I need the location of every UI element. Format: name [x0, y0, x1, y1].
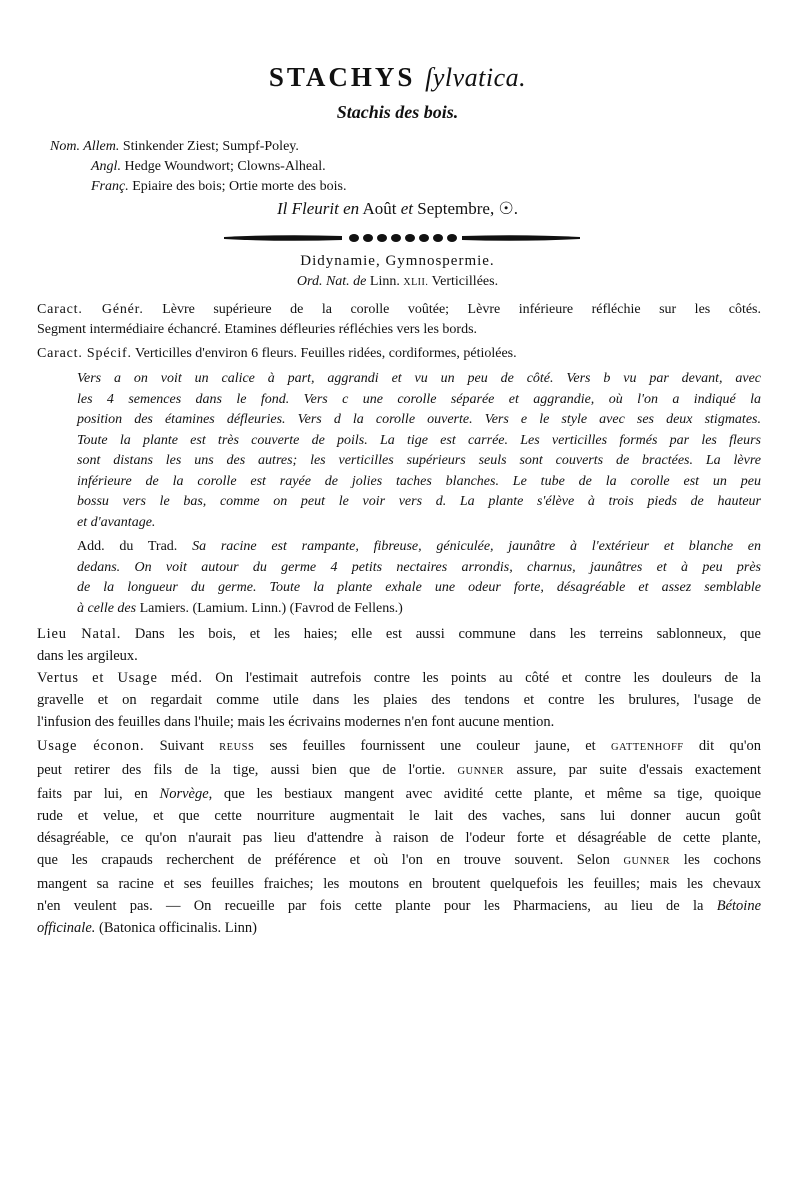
economic-uses-label: Usage éconon. [37, 738, 145, 754]
translator-addition-label: Add. du Trad. [77, 539, 178, 554]
specific-characters-text: Verticilles d'environ 6 fleurs. Feuilles ridées, cordiformes, pétiolées. [135, 346, 517, 361]
species-epithet: ſylvatica. [425, 63, 527, 92]
french-name: Epiaire des bois; Ortie morte des bois. [132, 179, 347, 194]
french-common-name: Stachis des bois. [336, 102, 459, 122]
species-title [0, 62, 795, 93]
addition-line: Sa racine est rampante, fibreuse, géniculée, jaunâtre à l'extérieur et blanche en [192, 539, 762, 554]
medical-uses [37, 667, 761, 733]
addition-citation: Lamiers. (Lamium. Linn.) (Favrod de Fellens.) [139, 600, 403, 616]
german-name-row [50, 137, 346, 157]
order-prefix: Ord. Nat. de [296, 274, 367, 289]
french-name-row [50, 177, 346, 197]
french-label: Franç. [91, 179, 129, 194]
usage-text: que les crapauds recherchent de préférence et où l'on en trouve souvent. Selon [37, 852, 610, 868]
flowering-prefix: Il Fleurit en [277, 199, 360, 218]
flowering-conj: et [400, 199, 414, 218]
usage-text: dit qu'on [698, 738, 762, 754]
usage-text: ses feuilles fournissent une couleur jaune, et [269, 738, 596, 754]
description-line: Toute la plante est très couverte de poils. La tige est carrée. Les verticilles formés par les fleurs [77, 432, 761, 448]
generic-characters-line-1: Lèvre supérieure de la corolle voûtée; Lèvre inférieure réfléchie sur les côtés. [162, 302, 762, 317]
medical-line: gravelle et on regardait comme utile dans les plaies des tendons et contre les brulures, l'usage de [37, 692, 761, 708]
specific-characters-label: Caract. Spécif. [37, 346, 132, 361]
vernacular-names [50, 137, 346, 197]
medical-line: l'infusion des feuilles dans l'huile; mais les écrivains modernes n'en font aucune mention. [37, 714, 555, 730]
order-number: XLII. [403, 277, 429, 288]
flowering-month-2: Septembre, [417, 199, 495, 218]
habitat-line: dans les argileux. [37, 648, 138, 664]
english-name-row [50, 157, 346, 177]
description-line: les 4 semences dans le fond. Vers c une corolle séparée et aggrandie, où l'on a indiqué la [77, 391, 761, 407]
usage-text: mangent sa racine et ses feuilles fraiches; les moutons en broutent quelquefois les feuilles; mais les chevaux [37, 876, 761, 892]
usage-text: les cochons [683, 852, 762, 868]
place-name: Norvège [159, 786, 209, 802]
author-name: GATTENHOFF [610, 742, 684, 753]
usage-text: faits par lui, en [37, 786, 148, 802]
economic-uses [37, 735, 761, 939]
usage-text: peut retirer des fils de la tige, aussi bien que de l'ortie. [37, 762, 446, 778]
description-line: bossu vers le bas, comme on peut le voir vers d. La plante s'élève à trois pieds de hauteur [77, 494, 761, 509]
description-line: position des étamines défleuries. Vers d la corolle ouverte. Vers e le style avec ses deux stigmates. [77, 412, 761, 427]
author-name: REUSS [219, 742, 255, 753]
native-habitat-label: Lieu Natal. [37, 626, 122, 642]
specific-characters [37, 344, 761, 364]
description-line: et d'avantage. [77, 514, 156, 530]
medical-uses-label: Vertus et Usage méd. [37, 670, 203, 686]
usage-text: rude et velue, et que cette nourriture augmentait le lait des vaches, sans lui donner aucun goût [37, 808, 761, 824]
addition-line: à celle des [77, 600, 137, 616]
usage-text: (Batonica officinalis. Linn) [99, 920, 257, 936]
flowering-month-1: Août [362, 199, 397, 218]
generic-characters [37, 300, 761, 340]
usage-text: assure, par suite d'essais exactement [516, 762, 762, 778]
genus-name: STACHYS [268, 62, 416, 92]
generic-characters-label: Caract. Génér. [37, 302, 144, 317]
ornamental-rule-icon [222, 228, 582, 248]
generic-characters-line-2: Segment intermédiaire échancré. Etamines défleuries réfléchies vers les bords. [37, 322, 478, 337]
author-name: GUNNER [457, 766, 505, 777]
plate-description [77, 369, 761, 533]
natural-order [0, 274, 795, 290]
english-label: Angl. [91, 159, 121, 174]
usage-text: Suivant [159, 738, 204, 754]
habitat-line: Dans les bois, et les haies; elle est aussi commune dans les terreins sablonneux, que [134, 626, 761, 642]
description-line: sont distans les uns des autres; les verticilles supérieurs seuls sont couverts de bractées. La lèvre [77, 453, 761, 468]
usage-text: désagréable, ce qu'on n'aurait pas lieu d'attendre à raison de l'odeur forte et désagréable de cette plante, [37, 830, 761, 846]
usage-text: n'en veulent pas. — On recueille par fois cette plante pour les Pharmaciens, au lieu de la [37, 898, 704, 914]
medical-line: On l'estimait autrefois contre les points au côté et contre les douleurs de la [215, 670, 761, 686]
perennial-symbol-icon: ☉. [498, 199, 518, 218]
description-line: inférieure de la corolle est rayée de jolies taches blanches. Le tube de la corolle est un peu [77, 473, 761, 489]
english-name: Hedge Woundwort; Clowns-Alheal. [124, 159, 326, 174]
native-habitat [37, 623, 761, 667]
usage-text: , que les bestiaux mangent avec avidité cette plante, et même sa tige, quoique [208, 786, 761, 802]
addition-line: dedans. On voit autour du germe 4 petits nectaires arrondis, charnus, jaunâtres et à peu près [77, 559, 761, 575]
german-label: Nom. Allem. [50, 139, 120, 154]
order-linn: Linn. [369, 274, 400, 289]
order-family: Verticillées. [431, 274, 499, 289]
linnaean-class: Didynamie, Gymnospermie. [300, 253, 495, 269]
flowering-season [0, 199, 795, 219]
addition-line: de la longueur du germe. Toute la plante exhale une odeur forte, désagréable et assez semblable [77, 580, 761, 595]
german-name: Stinkender Ziest; Sumpf-Poley. [122, 139, 299, 154]
description-line: Vers a on voit un calice à part, aggrandi et vu un peu de côté. Vers b vu par devant, avec [77, 371, 761, 386]
translator-addition [77, 537, 761, 619]
plant-name: Bétoine [716, 898, 762, 914]
plant-name: officinale. [37, 920, 96, 936]
author-name: GUNNER [623, 856, 671, 867]
